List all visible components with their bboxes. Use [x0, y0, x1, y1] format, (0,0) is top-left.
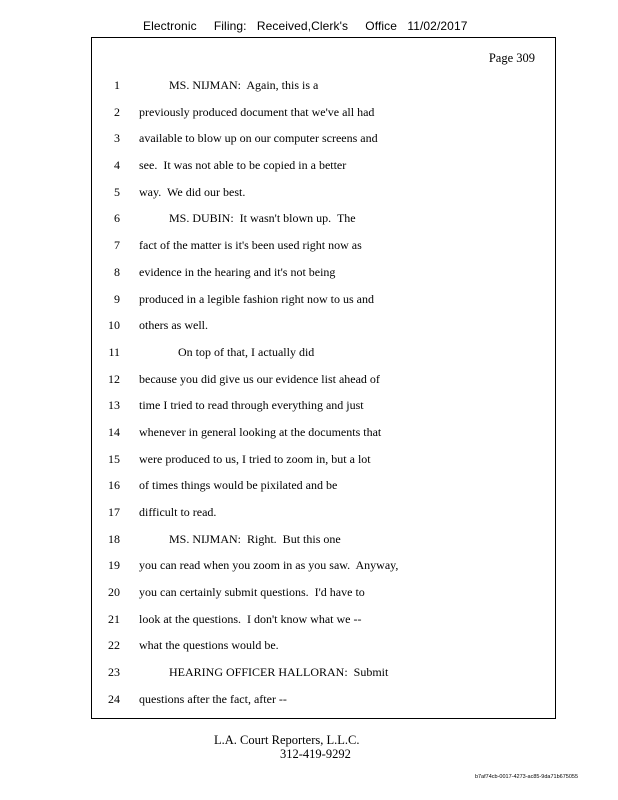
line-text: because you did give us our evidence list ahead of	[139, 371, 380, 386]
transcript-line	[92, 205, 555, 232]
transcript-line	[92, 499, 555, 526]
line-number: 1	[114, 78, 120, 92]
transcript-line	[92, 472, 555, 499]
line-number: 7	[114, 238, 120, 253]
line-text: MS. NIJMAN: Again, this is a	[139, 78, 319, 92]
line-number: 5	[114, 184, 120, 199]
transcript-line	[92, 366, 555, 393]
transcript-page	[91, 37, 556, 719]
transcript-line	[92, 392, 555, 419]
line-number: 14	[108, 424, 120, 439]
transcript-line	[92, 312, 555, 339]
transcript-line	[92, 286, 555, 313]
line-text: fact of the matter is it's been used right now as	[139, 238, 362, 253]
line-text: way. We did our best.	[139, 184, 246, 199]
line-number: 8	[114, 264, 120, 279]
transcript-line	[92, 152, 555, 179]
line-text: look at the questions. I don't know what we --	[139, 611, 362, 626]
line-number: 23	[108, 665, 120, 680]
line-text: On top of that, I actually did	[139, 344, 315, 359]
line-number: 9	[114, 291, 120, 306]
line-text: others as well.	[139, 318, 208, 333]
line-number: 3	[114, 131, 120, 146]
line-text: see. It was not able to be copied in a better	[139, 158, 347, 173]
line-text: you can certainly submit questions. I'd have to	[139, 585, 365, 600]
filing-stamp: Electronic Filing: Received,Clerk's Office 11/02/2017	[143, 19, 468, 33]
transcript-line	[92, 446, 555, 473]
transcript-line	[92, 552, 555, 579]
line-number: 15	[108, 451, 120, 466]
line-number: 4	[114, 158, 120, 173]
line-text: evidence in the hearing and it's not being	[139, 264, 336, 279]
line-number: 11	[108, 344, 120, 359]
line-text: produced in a legible fashion right now to us and	[139, 291, 374, 306]
line-number: 10	[108, 318, 120, 333]
line-number: 17	[108, 505, 120, 519]
transcript-line	[92, 659, 555, 686]
line-number: 6	[114, 211, 120, 226]
transcript-line	[92, 526, 555, 553]
document-id: b7af74cb-0017-4273-ac85-9da71b675055	[474, 774, 578, 780]
line-number: 16	[108, 478, 120, 493]
line-text: what the questions would be.	[139, 638, 279, 653]
line-number: 20	[108, 585, 120, 600]
transcript-line	[92, 686, 555, 713]
line-text: previously produced document that we've all had	[139, 104, 375, 119]
line-text: HEARING OFFICER HALLORAN: Submit	[139, 665, 389, 680]
line-number: 24	[108, 691, 120, 706]
line-text: MS. NIJMAN: Right. But this one	[139, 531, 341, 546]
line-text: time I tried to read through everything and just	[139, 398, 364, 413]
line-text: available to blow up on our computer screens and	[139, 131, 378, 146]
line-number: 22	[108, 638, 120, 653]
line-text: you can read when you zoom in as you saw. Anyway,	[139, 558, 399, 573]
line-text: of times things would be pixilated and be	[139, 478, 338, 493]
line-number: 13	[108, 398, 120, 413]
transcript-line	[92, 606, 555, 633]
transcript-line	[92, 339, 555, 366]
line-number: 18	[108, 531, 120, 546]
line-number: 12	[108, 371, 120, 386]
transcript-lines	[92, 72, 555, 713]
transcript-line	[92, 232, 555, 259]
line-text: whenever in general looking at the documents that	[139, 424, 382, 439]
transcript-line	[92, 179, 555, 206]
transcript-line	[92, 72, 555, 99]
line-text: questions after the fact, after --	[139, 691, 287, 706]
line-number: 19	[108, 558, 120, 573]
reporter-phone: 312-419-9292	[280, 747, 351, 761]
transcript-line	[92, 419, 555, 446]
line-text: MS. DUBIN: It wasn't blown up. The	[139, 211, 356, 226]
line-text: difficult to read.	[139, 505, 217, 519]
transcript-line	[92, 99, 555, 126]
transcript-line	[92, 579, 555, 606]
transcript-line	[92, 632, 555, 659]
transcript-line	[92, 259, 555, 286]
line-number: 2	[114, 104, 120, 119]
reporter-firm: L.A. Court Reporters, L.L.C.	[214, 733, 360, 747]
page-number: Page 309	[488, 51, 535, 65]
transcript-line	[92, 125, 555, 152]
line-number: 21	[108, 611, 120, 626]
line-text: were produced to us, I tried to zoom in, but a lot	[139, 451, 371, 466]
